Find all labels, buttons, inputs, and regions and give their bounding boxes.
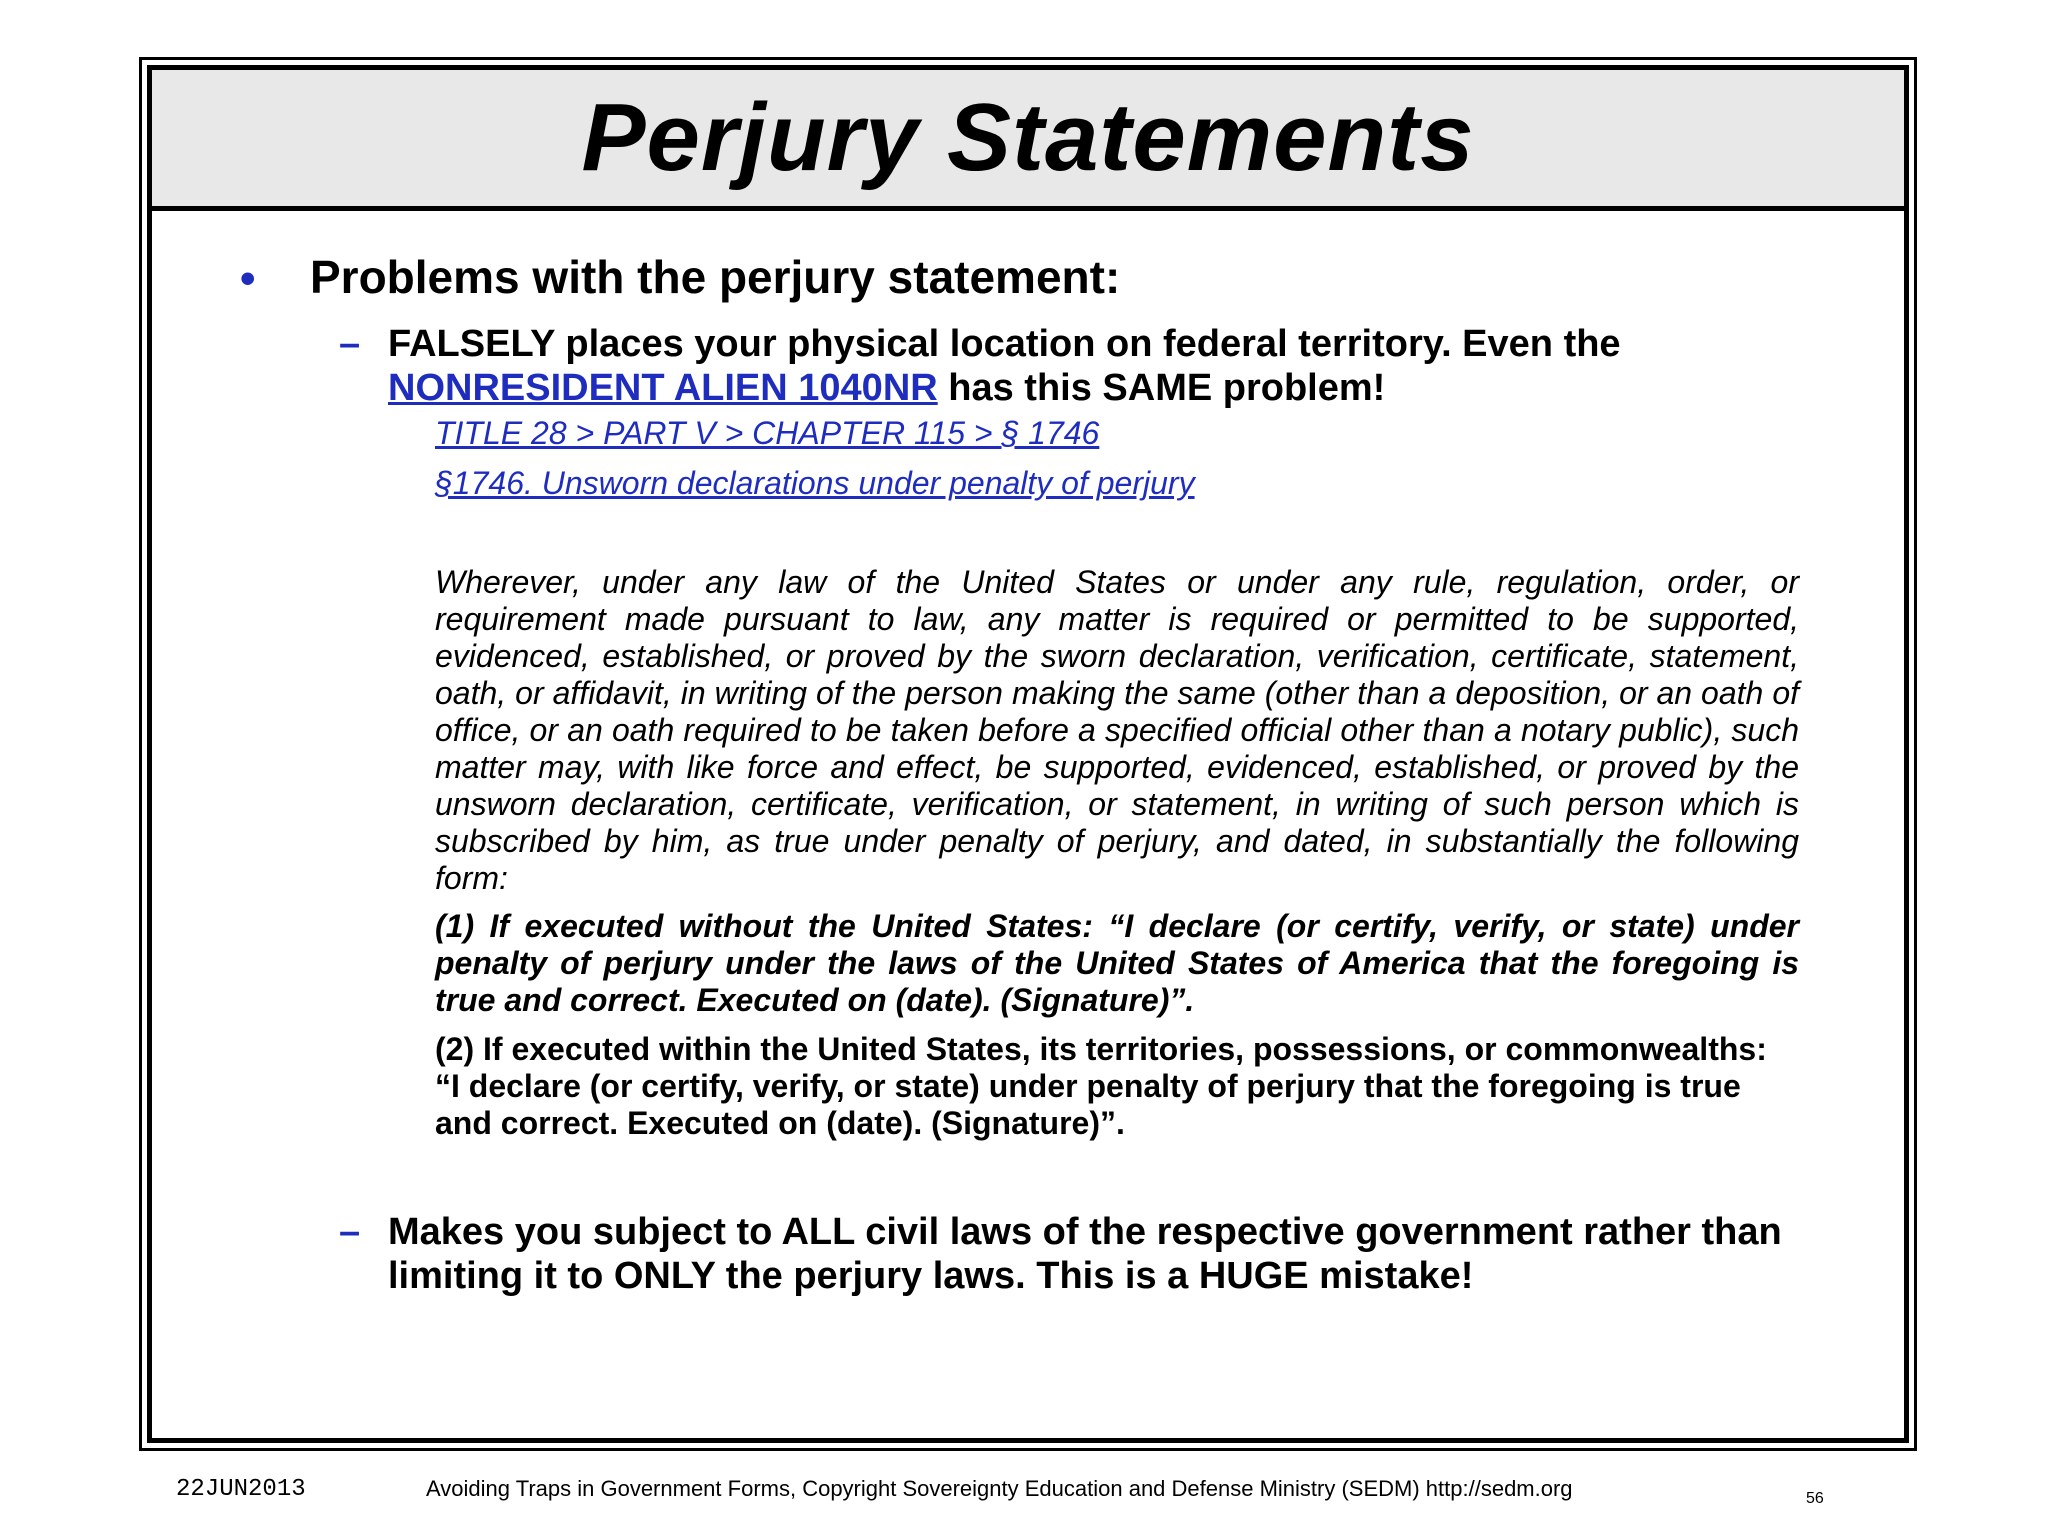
- statute-clause-2: (2) If executed within the United States, its territories, possessions, or commonwealths: “I declare (or certify, verify, or state) under penalty of perjury that the foregoing is true and correct. Executed on (date). (Signature)”.: [435, 1031, 1767, 1141]
- sub-bullet-civil-laws-text: Makes you subject to ALL civil laws of the respective government rather than limiting it to ONLY the perjury laws. This is a HUGE mistake!: [388, 1211, 1782, 1297]
- falsely-text-before: FALSELY places your physical location on federal territory. Even the: [388, 323, 1621, 365]
- slide-frame: [147, 65, 1909, 1443]
- bullet-dot-icon: •: [240, 254, 256, 303]
- footer-copyright: Avoiding Traps in Government Forms, Copyright Sovereignty Education and Defense Ministry (SEDM) http://sedm.org: [426, 1476, 1573, 1501]
- statute-clause-1: (1) If executed without the United States: “I declare (or certify, verify, or state) under penalty of perjury under the laws of the United States of America that the foregoing is true and correct. Executed on (date). (Signature)”.: [435, 908, 1799, 1018]
- nonresident-alien-link[interactable]: NONRESIDENT ALIEN 1040NR: [388, 367, 938, 409]
- page-number: 56: [1806, 1490, 1824, 1507]
- sub-bullet-civil-laws: [339, 1210, 1808, 1298]
- title-28-link[interactable]: TITLE 28 > PART V > CHAPTER 115 > § 1746: [435, 415, 1100, 451]
- main-bullet-text: Problems with the perjury statement:: [310, 251, 1121, 303]
- main-bullet: [240, 250, 1120, 304]
- title-band: [152, 70, 1904, 211]
- section-1746-link[interactable]: §1746. Unsworn declarations under penalty of perjury: [435, 465, 1195, 501]
- falsely-text-after: has this SAME problem!: [937, 367, 1386, 409]
- statute-quote: Wherever, under any law of the United States or under any rule, regulation, order, or requirement made pursuant to law, any matter is required or permitted to be supported, evidenced, established, or proved by the sworn declaration, verification, certificate, statement, oath, or affidavit, in writing of the person making the same (other than a deposition, or an oath of office, or an oath required to be taken before a specified official other than a notary public), such matter may, with like force and effect, be supported, evidenced, established, or proved by the unsworn declaration, certificate, verification, or statement, in writing of such person which is subscribed by him, as true under penalty of perjury, and dated, in substantially the following form:: [435, 564, 1799, 896]
- sub-bullet-falsely: [339, 322, 1808, 410]
- footer-date: 22JUN2013: [176, 1476, 306, 1503]
- dash-icon: –: [339, 323, 361, 365]
- slide-title: Perjury Statements: [581, 84, 1475, 191]
- sub-bullet-falsely-text: [388, 322, 1808, 410]
- dash-icon: –: [339, 1211, 361, 1253]
